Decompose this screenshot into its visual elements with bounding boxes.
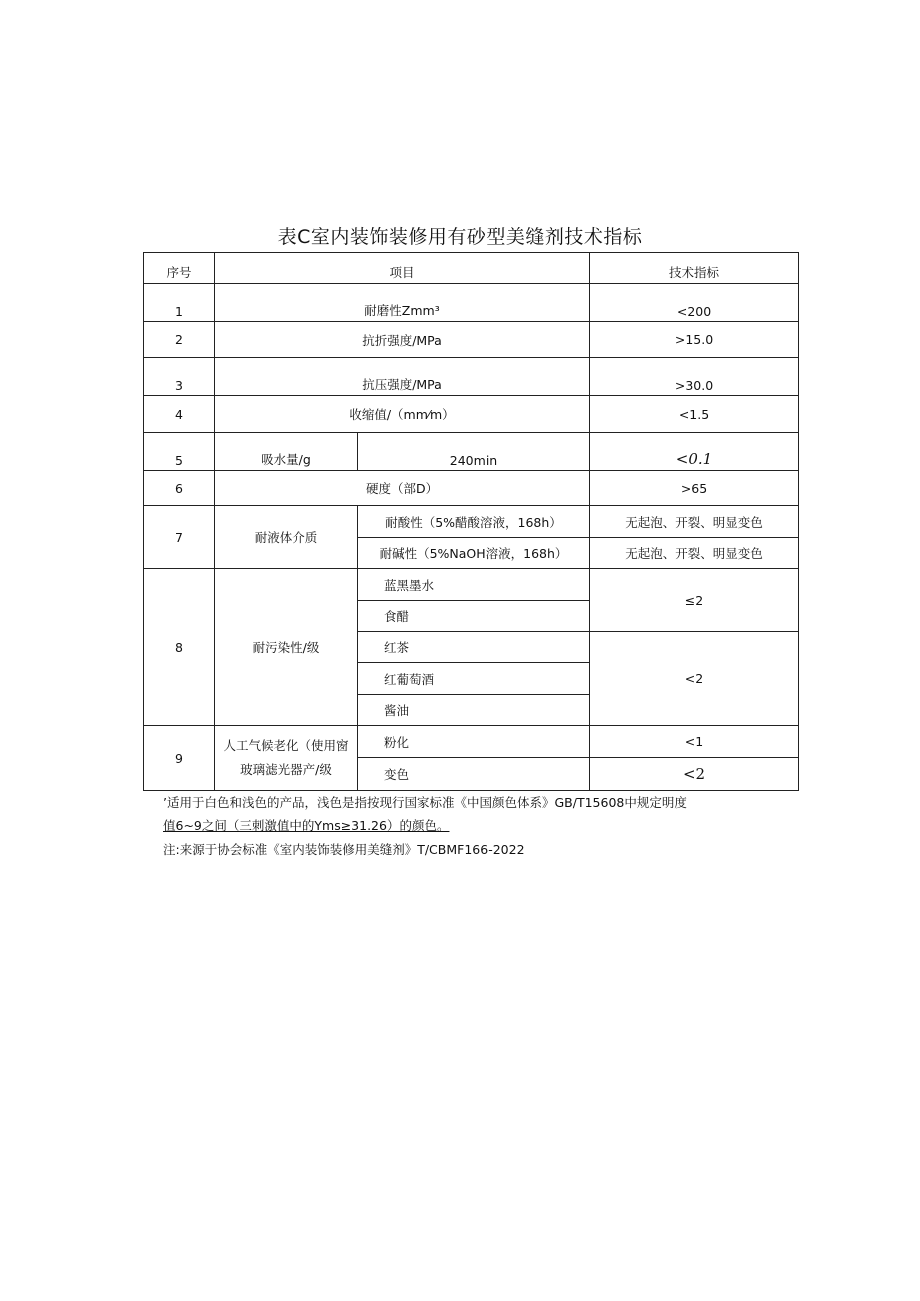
row-subitem: 耐碱性（5%NaOH溶液，168h） xyxy=(358,538,590,569)
row-number: 9 xyxy=(144,726,215,791)
table-row xyxy=(144,471,799,506)
header-value: 技术指标 xyxy=(590,253,799,284)
row-number: 8 xyxy=(144,569,215,726)
row-subitem: 红葡萄酒 xyxy=(358,663,590,695)
source-note: 注:来源于协会标准《室内装饰装修用美缝剂》T/CBMF166-2022 xyxy=(163,842,525,857)
header-no: 序号 xyxy=(144,253,215,284)
table-row xyxy=(144,506,799,538)
row-item: 收缩值/（mm⁄m） xyxy=(215,396,590,433)
row-value: <0.1 xyxy=(590,433,799,471)
row-item: 抗压强度/MPa xyxy=(215,358,590,396)
row-subitem: 酱油 xyxy=(358,695,590,726)
row-subitem: 红茶 xyxy=(358,632,590,663)
row-subitem: 蓝黑墨水 xyxy=(358,569,590,601)
row-subitem: 食醋 xyxy=(358,601,590,632)
row-number: 3 xyxy=(144,358,215,396)
technical-spec-table xyxy=(143,252,798,790)
row-item: 吸水量/g xyxy=(215,433,358,471)
row-value: 无起泡、开裂、明显变色 xyxy=(590,506,799,538)
row-item: 耐液体介质 xyxy=(215,506,358,569)
row-item: 人工气候老化（使用窗玻璃滤光器产/级 xyxy=(215,726,358,791)
footnote-line-2: 值6~9之间（三刺激值中的Yms≥31.26）的颜色。 xyxy=(163,818,450,833)
row-item: 耐污染性/级 xyxy=(215,569,358,726)
row-value: <2 xyxy=(590,758,799,791)
table-row xyxy=(144,726,799,758)
row-item: 硬度（部D） xyxy=(215,471,590,506)
row-value: >30.0 xyxy=(590,358,799,396)
row-value: >65 xyxy=(590,471,799,506)
row-subitem: 变色 xyxy=(358,758,590,791)
row-value: >15.0 xyxy=(590,322,799,358)
table-row xyxy=(144,396,799,433)
table-header-row xyxy=(144,253,799,284)
row-number: 6 xyxy=(144,471,215,506)
row-item: 耐磨性Zmm³ xyxy=(215,284,590,322)
row-value: 无起泡、开裂、明显变色 xyxy=(590,538,799,569)
header-item: 项目 xyxy=(215,253,590,284)
row-subitem: 耐酸性（5%醋酸溶液，168h） xyxy=(358,506,590,538)
row-subitem: 粉化 xyxy=(358,726,590,758)
row-number: 5 xyxy=(144,433,215,471)
table-title: 表C室内装饰装修用有砂型美缝剂技术指标 xyxy=(277,226,643,248)
row-value: <1 xyxy=(590,726,799,758)
row-number: 1 xyxy=(144,284,215,322)
row-number: 7 xyxy=(144,506,215,569)
table-row xyxy=(144,322,799,358)
row-value: <1.5 xyxy=(590,396,799,433)
row-value: ≤2 xyxy=(590,569,799,632)
row-subitem: 240min xyxy=(358,433,590,471)
row-number: 2 xyxy=(144,322,215,358)
row-item: 抗折强度/MPa xyxy=(215,322,590,358)
table-row xyxy=(144,358,799,396)
table-row xyxy=(144,569,799,601)
row-value: <2 xyxy=(590,632,799,726)
row-value: <200 xyxy=(590,284,799,322)
footnote-line-1: ’适用于白色和浅色的产品，浅色是指按现行国家标准《中国颜色体系》GB/T15608中规定明度 xyxy=(163,795,687,810)
table-row xyxy=(144,433,799,471)
row-number: 4 xyxy=(144,396,215,433)
table-row xyxy=(144,284,799,322)
